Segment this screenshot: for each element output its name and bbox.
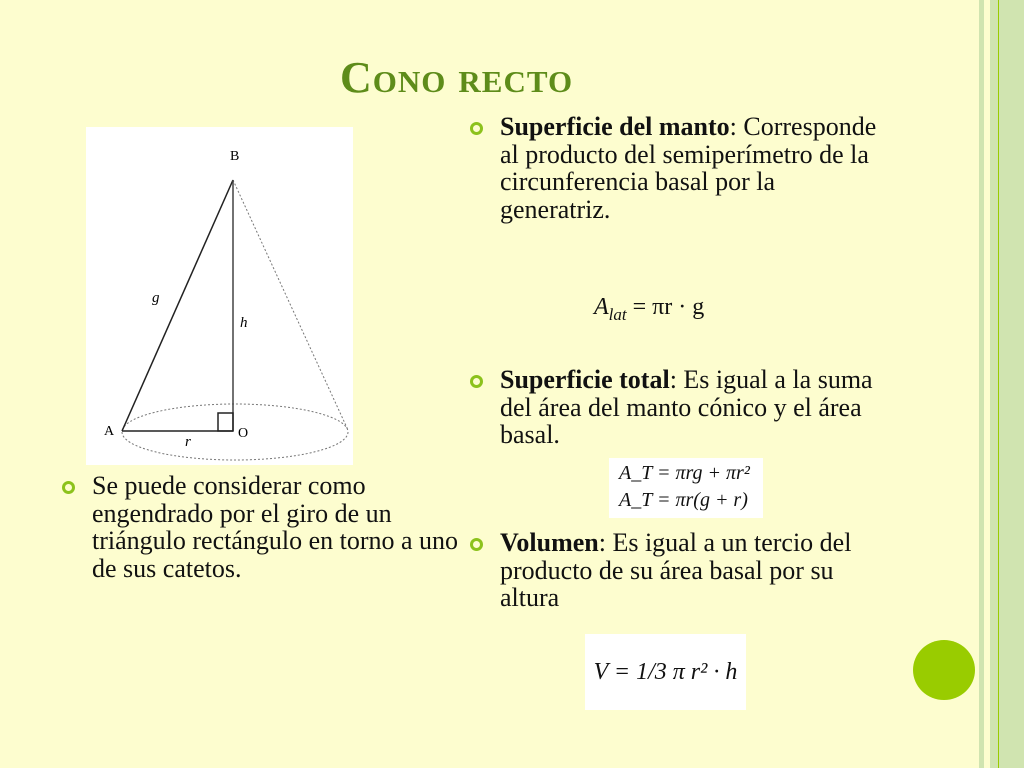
formula-lhs: A — [594, 294, 609, 320]
deco-stripe — [979, 0, 984, 768]
deco-stripe — [990, 0, 1024, 768]
formula-sub: lat — [608, 304, 627, 324]
bullet-icon — [470, 122, 483, 135]
bullet-volumen — [500, 529, 880, 612]
bullet-term: Superficie total — [500, 365, 670, 394]
slide-title: Cono recto — [340, 53, 574, 102]
label-b: B — [230, 149, 240, 164]
formula-total-1: A_T = πrg + πr² — [619, 462, 750, 484]
deco-stripe-line — [998, 0, 999, 768]
bullet-icon — [470, 375, 483, 388]
bullet-text: : Es igual a un tercio del producto de su área basal por su altura — [500, 528, 852, 613]
deco-circle — [913, 640, 975, 700]
bullet-text: Se puede considerar como engendrado por el giro de un triángulo rectángulo en torno a uno de sus catetos. — [92, 471, 459, 583]
formula-total-2: A_T = πr(g + r) — [619, 489, 748, 511]
left-bullet — [92, 472, 472, 582]
formula-rhs: = πr · g — [626, 294, 705, 320]
bullet-term: Superficie del manto — [500, 112, 730, 141]
formula-total-box — [609, 458, 763, 518]
bullet-text: : Corresponde al producto del semiperímetro de la circunferencia basal por la generatriz. — [500, 112, 877, 224]
label-a: A — [104, 424, 115, 439]
bullet-icon — [470, 538, 483, 551]
formula-volume-box — [585, 634, 746, 710]
bullet-text: : Es igual a la suma del área del manto cónico y el área basal. — [500, 365, 873, 450]
bullet-term: Volumen — [500, 528, 599, 557]
label-g: g — [152, 290, 160, 306]
label-r: r — [185, 434, 191, 450]
bullet-manto — [500, 113, 880, 223]
label-o: O — [238, 426, 249, 441]
bullet-total — [500, 366, 885, 449]
cone-diagram — [86, 127, 353, 465]
bullet-icon — [62, 481, 75, 494]
label-h: h — [240, 315, 248, 331]
formula-lateral — [594, 294, 704, 325]
formula-volume: V = 1/3 π r² · h — [593, 658, 738, 685]
